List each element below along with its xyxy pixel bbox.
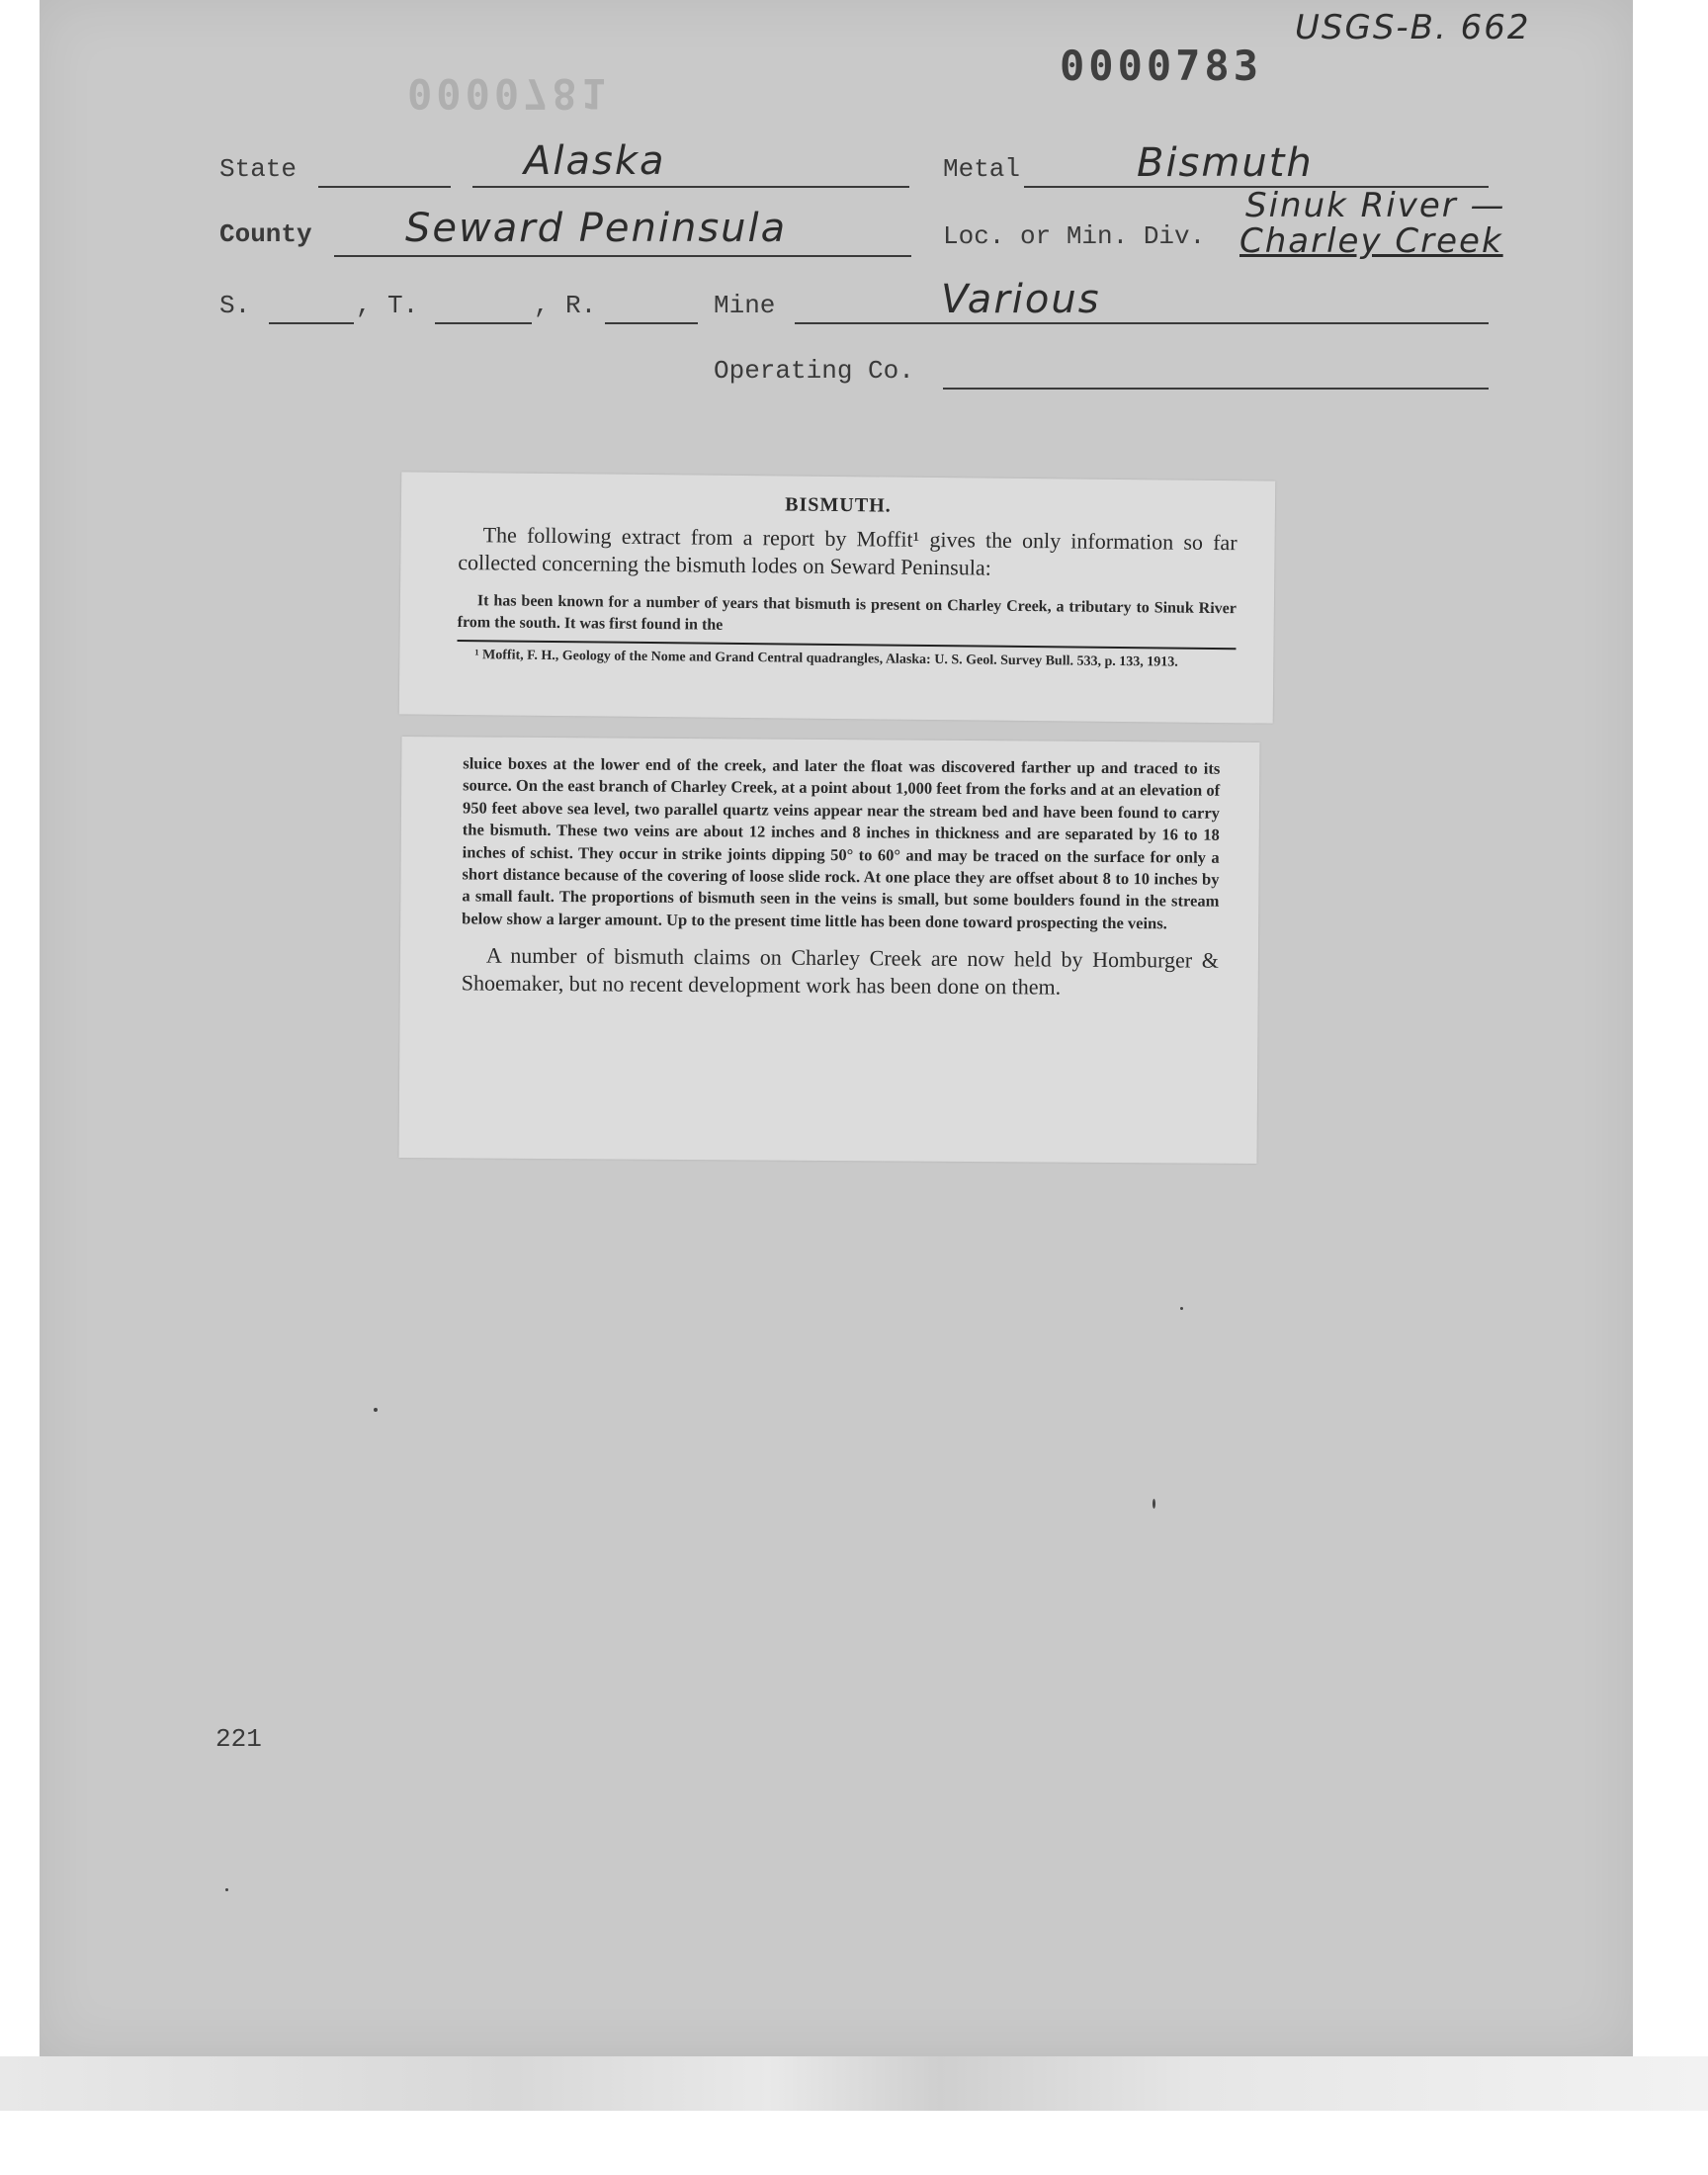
mine-underline [795, 322, 1489, 324]
ghost-serial-stamp: 0000781 [407, 69, 611, 118]
state-value: Alaska [524, 138, 666, 184]
state-underline-a [318, 186, 451, 188]
mine-label: Mine [714, 291, 776, 320]
metal-value: Bismuth [1137, 140, 1314, 186]
loc-label: Loc. or Min. Div. [943, 221, 1206, 251]
serial-number-stamp: 0000783 [1060, 42, 1263, 90]
loc-value-line1: Sinuk River — [1245, 186, 1506, 225]
county-label: County [219, 219, 312, 249]
clipping-footnote: ¹ Moffit, F. H., Geology of the Nome and Grand Central quadrangles, Alaska: U. S. Geol. Survey Bull. 533, p. 133, 1913. [474, 648, 1178, 670]
metal-label: Metal [943, 154, 1021, 184]
section-underline [269, 322, 354, 324]
page-number: 221 [215, 1724, 262, 1754]
scan-speck [1180, 1307, 1183, 1310]
scan-speck [374, 1408, 378, 1412]
clipping-title: BISMUTH. [785, 493, 892, 517]
clipping-quote-continued: sluice boxes at the lower end of the creek, and later the float was discovered farther up and traced to its source. On the east branch of Charley Creek, at a point about 1,000 feet from the forks and at an elevation of 950 feet above sea level, two parallel quartz veins appear near the stream bed and have been found to carry the bismuth. These two veins are about 12 inches and 8 inches in thickness and are separated by 16 to 18 inches of schist. They occur in strike joints dipping 50° to 60° and may be traced on the surface for only a short distance because of the covering of loose slide rock. At one place they are offset about 8 to 10 inches by a small fault. The proportions of bismuth seen in the veins is small, but some boulders found in the stream below show a larger amount. Up to the present time little has been done toward prospecting the veins. [462, 753, 1221, 933]
clipping-closing-paragraph: A number of bismuth claims on Charley Creek are now held by Homburger & Shoemaker, but no recent development work has been done on them. [461, 942, 1220, 1000]
county-value: Seward Peninsula [405, 206, 788, 251]
state-label: State [219, 154, 298, 184]
scan-speck [1153, 1499, 1155, 1509]
clipping-quote-start: It has been known for a number of years that bismuth is present on Charley Creek, a tributary to Sinuk River from the south. It was first found in the [457, 592, 1237, 634]
township-label: T. [387, 291, 419, 320]
mine-value: Various [941, 277, 1101, 322]
operating-co-underline [943, 388, 1489, 390]
township-underline [435, 322, 532, 324]
loc-value-line2: Charley Creek [1239, 221, 1503, 261]
scan-speck [225, 1888, 228, 1891]
section-label: S. [219, 291, 251, 320]
range-underline [605, 322, 698, 324]
county-underline [334, 255, 911, 257]
handwritten-reference: USGS-B. 662 [1295, 8, 1531, 47]
clipping-lead-paragraph: The following extract from a report by Moffit¹ gives the only information so far collected concerning the bismuth lodes on Seward Peninsula: [458, 522, 1238, 580]
range-label: R. [565, 291, 597, 320]
operating-co-label: Operating Co. [714, 356, 914, 386]
state-underline-b [472, 186, 909, 188]
scan-edge [0, 2056, 1708, 2111]
report-clipping-bottom [399, 737, 1260, 1164]
report-clipping-top [399, 472, 1276, 723]
